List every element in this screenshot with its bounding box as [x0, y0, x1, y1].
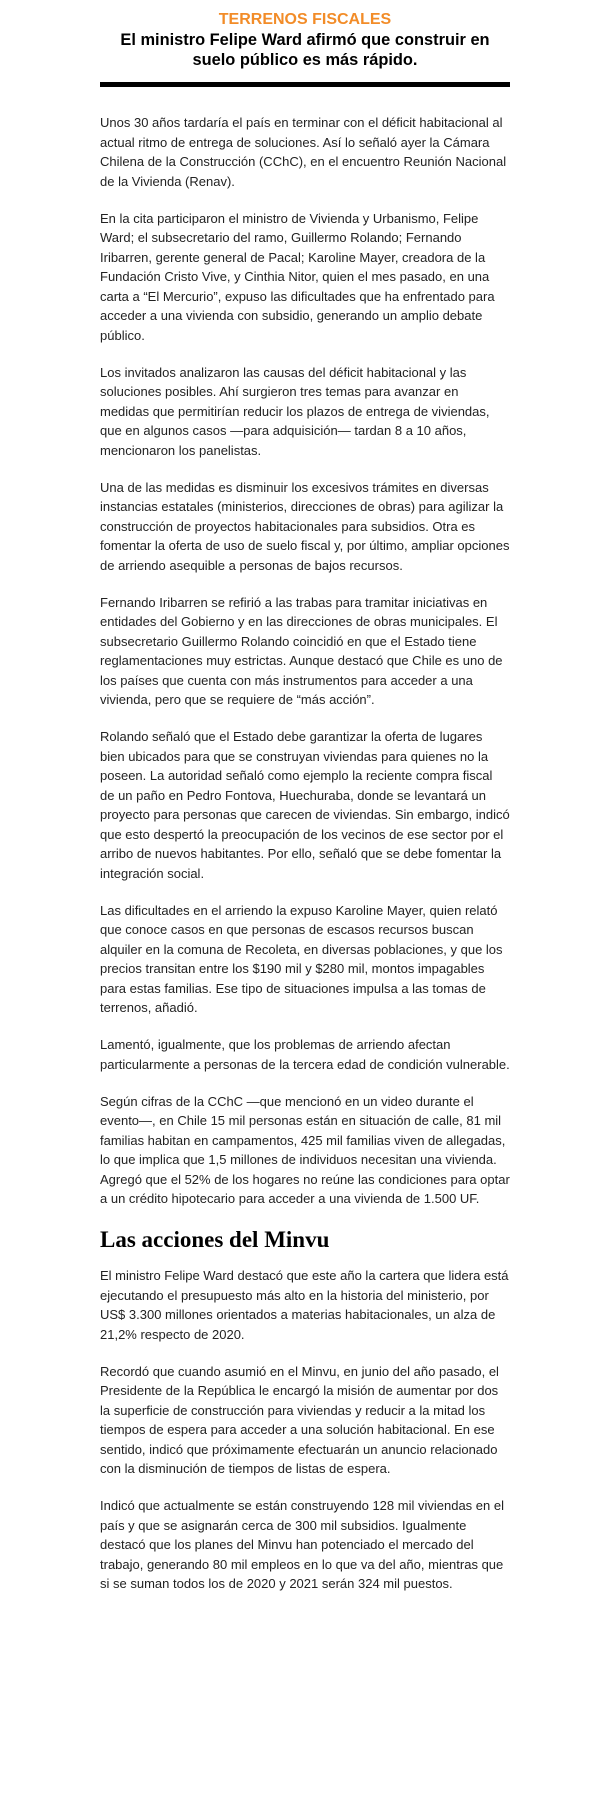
- body-paragraph: Fernando Iribarren se refirió a las trabas para tramitar iniciativas en entidades del Gobierno y en las direcciones de obras municipales. El subsecretario Guillermo Rolando coincidió en que el Estado tiene reglamentaciones muy estrictas. Aunque destacó que Chile es uno de los países que cuenta con más instrumentos para acceder a una vivienda, pero que se requiere de “más acción”.: [100, 594, 503, 707]
- body-paragraph: Recordó que cuando asumió en el Minvu, en junio del año pasado, el Presidente de la República le encargó la misión de aumentar por dos la superficie de construcción para viviendas y reducir a la mitad los tiempos de espera para acceder a una solución habitacional. En ese sentido, indicó que próximamente efectuarán un anuncio relacionado con la disminución de tiempos de listas de espera.: [100, 1363, 499, 1476]
- article-headline: El ministro Felipe Ward afirmó que construir en suelo público es más rápido.: [120, 31, 490, 69]
- body-paragraph: Los invitados analizaron las causas del déficit habitacional y las soluciones posibles. Ahí surgieron tres temas para avanzar en medidas que permitirían reducir los plazos de entrega de viviendas, que en algunos casos —para adquisición— tardan 8 a 10 años, mencionaron los panelistas.: [100, 364, 490, 458]
- section-subhead: Las acciones del Minvu: [100, 1227, 330, 1252]
- body-paragraph: Una de las medidas es disminuir los excesivos trámites en diversas instancias estatales (ministerios, direcciones de obras) para agilizar la construcción de proyectos habitacionales para subsidios. Otra es fomentar la oferta de uso de suelo fiscal y, por último, ampliar opciones de arriendo asequible a personas de bajos recursos.: [100, 479, 510, 573]
- article: [100, 0, 510, 1611]
- body-paragraph: Rolando señaló que el Estado debe garantizar la oferta de lugares bien ubicados para que se construyan viviendas para quienes no la poseen. La autoridad señaló como ejemplo la reciente compra fiscal de un paño en Pedro Fontova, Huechuraba, donde se levantará un proyecto para personas que carecen de viviendas. Sin embargo, indicó que esto despertó la preocupación de los vecinos de ese sector por el arribo de nuevos habitantes. Por ello, señaló que se debe fomentar la integración social.: [100, 729, 510, 881]
- body-paragraph: Unos 30 años tardaría el país en terminar con el déficit habitacional al actual ritmo de entrega de soluciones. Así lo señaló ayer la Cámara Chilena de la Construcción (CChC), en el encuentro Reunión Nacional de la Vivienda (Renav).: [100, 115, 507, 189]
- article-body: [100, 113, 510, 1594]
- body-paragraph: Según cifras de la CChC —que mencionó en un video durante el evento—, en Chile 15 mil personas están en situación de calle, 81 mil familias habitan en campamentos, 425 mil familias viven de allegadas, lo que implica que 1,5 millones de individuos necesitan una vivienda. Agregó que el 52% de los hogares no reúne las condiciones para optar a un crédito hipotecario para acceder a una vivienda de 1.500 UF.: [100, 1093, 510, 1206]
- headline-divider: [100, 82, 510, 87]
- article-kicker: TERRENOS FISCALES: [218, 11, 392, 28]
- body-paragraph: Las dificultades en el arriendo la expuso Karoline Mayer, quien relató que conoce casos en que personas de escasos recursos buscan alquiler en la comuna de Recoleta, en diversas poblaciones, y que los precios transitan entre los $190 mil y $280 mil, montos impagables para estas familias. Ese tipo de situaciones impulsa a las tomas de terrenos, añadió.: [100, 902, 503, 1015]
- body-paragraph: El ministro Felipe Ward destacó que este año la cartera que lidera está ejecutando el presupuesto más alto en la historia del ministerio, por US$ 3.300 millones orientados a materias habitacionales, un alza de 21,2% respecto de 2020.: [100, 1268, 509, 1342]
- body-paragraph: Indicó que actualmente se están construyendo 128 mil viviendas en el país y que se asignarán cerca de 300 mil subsidios. Igualmente destacó que los planes del Minvu han potenciado el mercado del trabajo, generando 80 mil empleos en lo que va del año, mientras que si se suman todos los de 2020 y 2021 serán 324 mil puestos.: [100, 1498, 504, 1591]
- body-paragraph: En la cita participaron el ministro de Vivienda y Urbanismo, Felipe Ward; el subsecretario del ramo, Guillermo Rolando; Fernando Iribarren, gerente general de Pacal; Karoline Mayer, creadora de la Fundación Cristo Vive, y Cinthia Nitor, quien el mes pasado, en una carta a “El Mercurio”, expuso las dificultades que ha enfrentado para acceder a una vivienda con subsidio, generando un amplio debate público.: [100, 210, 495, 343]
- body-paragraph: Lamentó, igualmente, que los problemas de arriendo afectan particularmente a personas de la tercera edad de condición vulnerable.: [100, 1037, 510, 1072]
